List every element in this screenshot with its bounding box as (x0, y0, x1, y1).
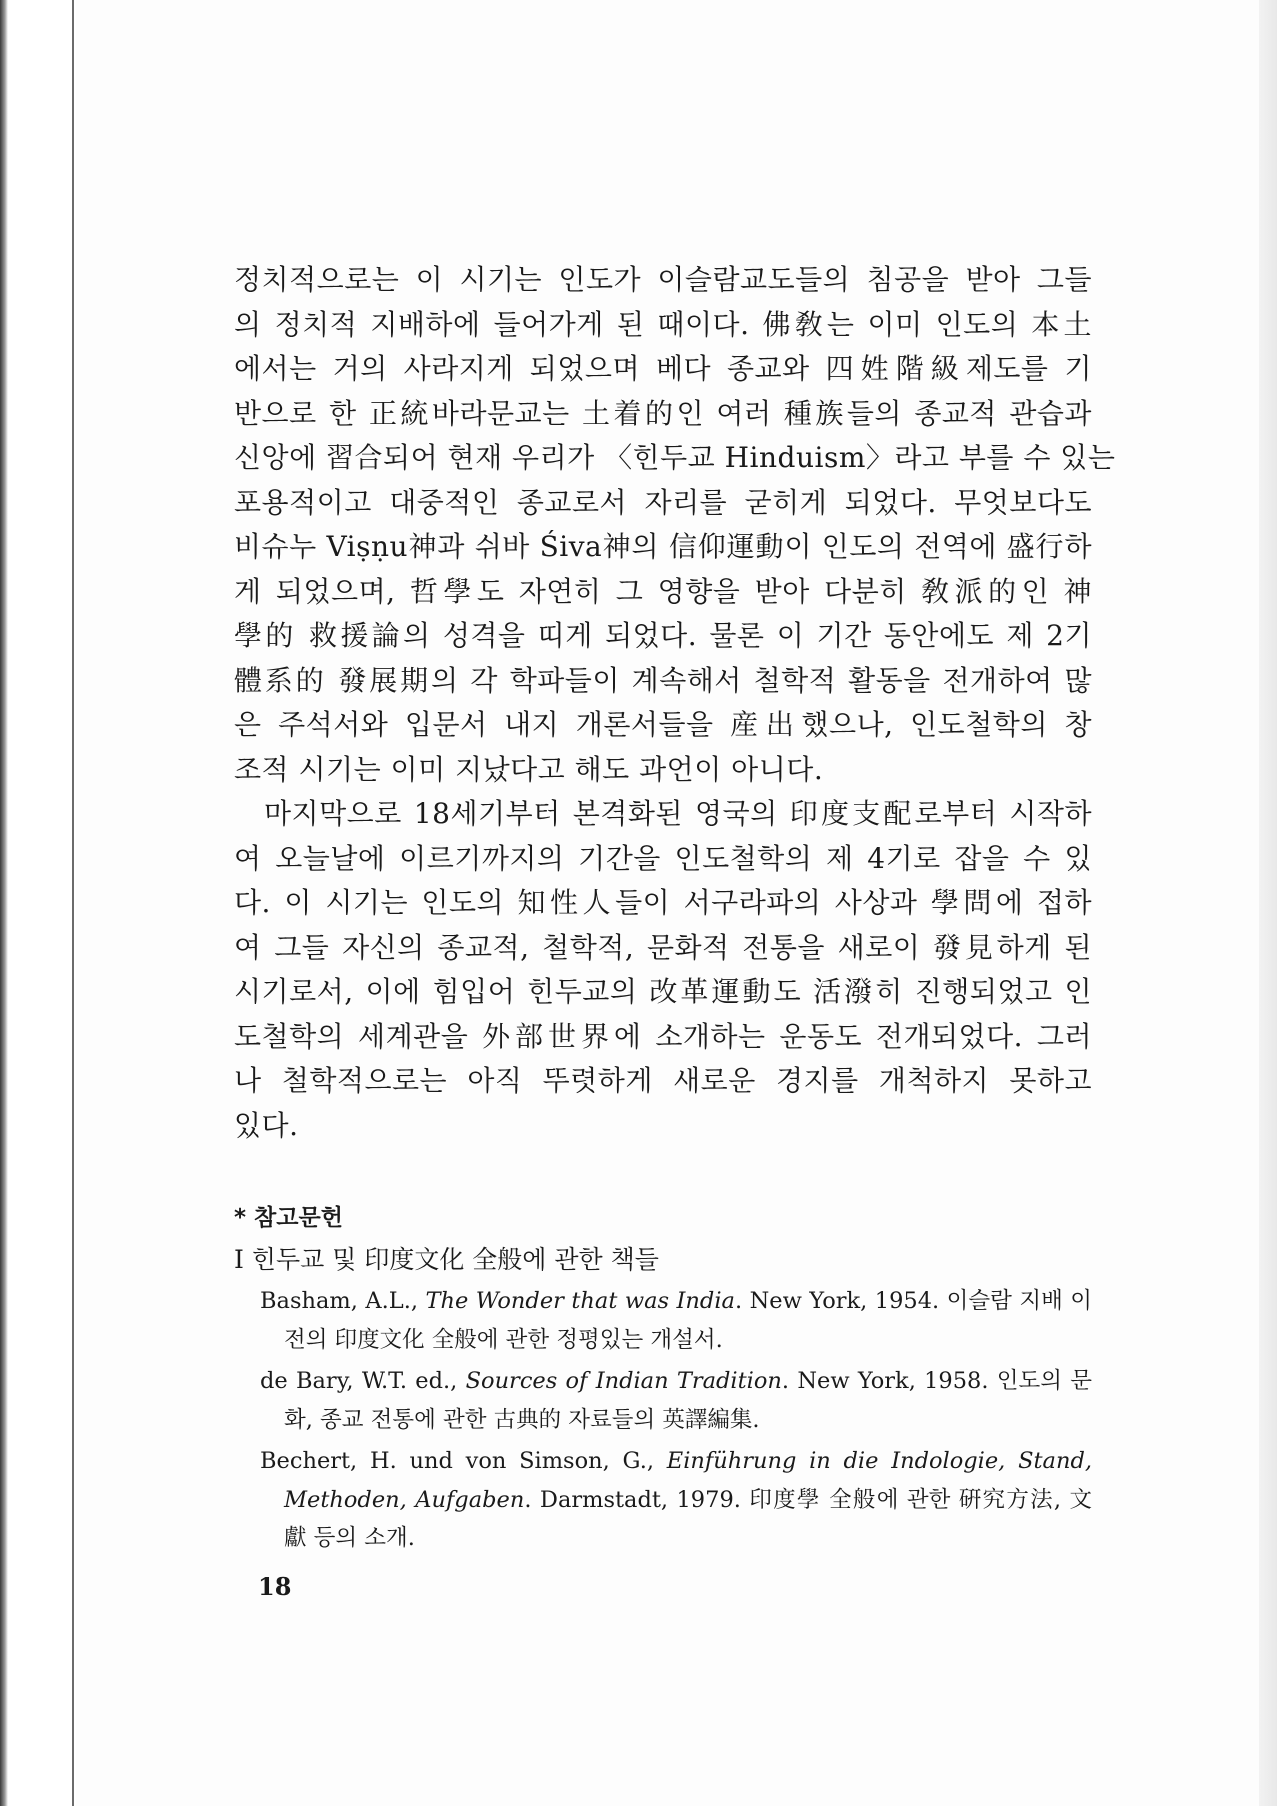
body-line: 學的 救援論의 성격을 띠게 되었다. 물론 이 기간 동안에도 제 2기 (234, 619, 1092, 652)
reference-author: Bechert, H. und von Simson, G., (260, 1448, 667, 1474)
body-line: 비슈누 Viṣṇu神과 쉬바 Śiva神의 信仰運動이 인도의 전역에 盛行하 (234, 530, 1092, 563)
body-line: 포용적이고 대중적인 종교로서 자리를 굳히게 되었다. 무엇보다도 (234, 485, 1092, 519)
body-line: 신앙에 習合되어 현재 우리가 〈힌두교 Hinduism〉라고 부를 수 있는 (234, 441, 1116, 474)
body-line: 은 주석서와 입문서 내지 개론서들을 産出했으나, 인도철학의 창 (234, 708, 1092, 741)
body-text (234, 258, 1116, 1148)
body-line: 마지막으로 18세기부터 본격화된 영국의 印度支配로부터 시작하 (264, 797, 1092, 830)
body-line: 에서는 거의 사라지게 되었으며 베다 종교와 四姓階級제도를 기 (234, 352, 1092, 385)
reference-title: Sources of Indian Tradition (465, 1368, 782, 1394)
reference-details: . Darmstadt, 1979. 印度學 全般에 관한 硏究方法, 文獻 등의 소개. (284, 1486, 1092, 1551)
page-right-edge (1259, 0, 1277, 1806)
reference-details: . New York, 1958. 인도의 문화, 종교 전통에 관한 古典的 자료들의 英譯編集. (284, 1368, 1093, 1433)
references-section (234, 1200, 1092, 1561)
body-line: 시기로서, 이에 힘입어 힌두교의 改革運動도 活潑히 진행되었고 인 (234, 975, 1092, 1008)
body-line: 정치적으로는 이 시기는 인도가 이슬람교도들의 침공을 받아 그들 (234, 263, 1092, 296)
reference-item (260, 1282, 1092, 1359)
body-line: 의 정치적 지배하에 들어가게 된 때이다. 佛敎는 이미 인도의 本土 (234, 307, 1092, 341)
reference-item (260, 1362, 1092, 1439)
body-line: 반으로 한 正統바라문교는 土着的인 여러 種族들의 종교적 관습과 (234, 396, 1092, 430)
reference-item (260, 1442, 1092, 1558)
body-line: 다. 이 시기는 인도의 知性人들이 서구라파의 사상과 學問에 접하 (234, 886, 1092, 919)
body-line: 있다. (234, 1108, 299, 1142)
body-line: 조적 시기는 이미 지났다고 해도 과언이 아니다. (234, 752, 824, 786)
body-line: 여 그들 자신의 종교적, 철학적, 문화적 전통을 새로이 發見하게 된 (234, 930, 1092, 964)
body-line: 體系的 發展期의 각 학파들이 계속해서 철학적 활동을 전개하여 많 (234, 663, 1092, 697)
body-line: 나 철학적으로는 아직 뚜렷하게 새로운 경지를 개척하지 못하고 (234, 1064, 1092, 1097)
references-heading: * 참고문헌 (234, 1205, 343, 1231)
reference-title: Einführung in die Indologie, Stand, Methoden, Aufgaben (284, 1448, 1092, 1513)
reference-title: The Wonder that was India (425, 1288, 735, 1314)
page-number: 18 (258, 1572, 292, 1601)
page-left-edge (0, 0, 74, 1806)
body-line: 여 오늘날에 이르기까지의 기간을 인도철학의 제 4기로 잡을 수 있 (234, 841, 1092, 875)
reference-author: de Bary, W.T. ed., (260, 1368, 466, 1394)
page-left-shadow (0, 0, 8, 1806)
body-line: 도철학의 세계관을 外部世界에 소개하는 운동도 전개되었다. 그러 (234, 1019, 1092, 1053)
reference-author: Basham, A.L., (260, 1288, 426, 1314)
reference-details: . New York, 1954. 이슬람 지배 이전의 印度文化 全般에 관한 정평있는 개설서. (284, 1288, 1093, 1353)
body-line: 게 되었으며, 哲學도 자연히 그 영향을 받아 다분히 敎派的인 神 (234, 574, 1092, 608)
references-section-title: I 힌두교 및 印度文化 全般에 관한 책들 (234, 1245, 659, 1274)
